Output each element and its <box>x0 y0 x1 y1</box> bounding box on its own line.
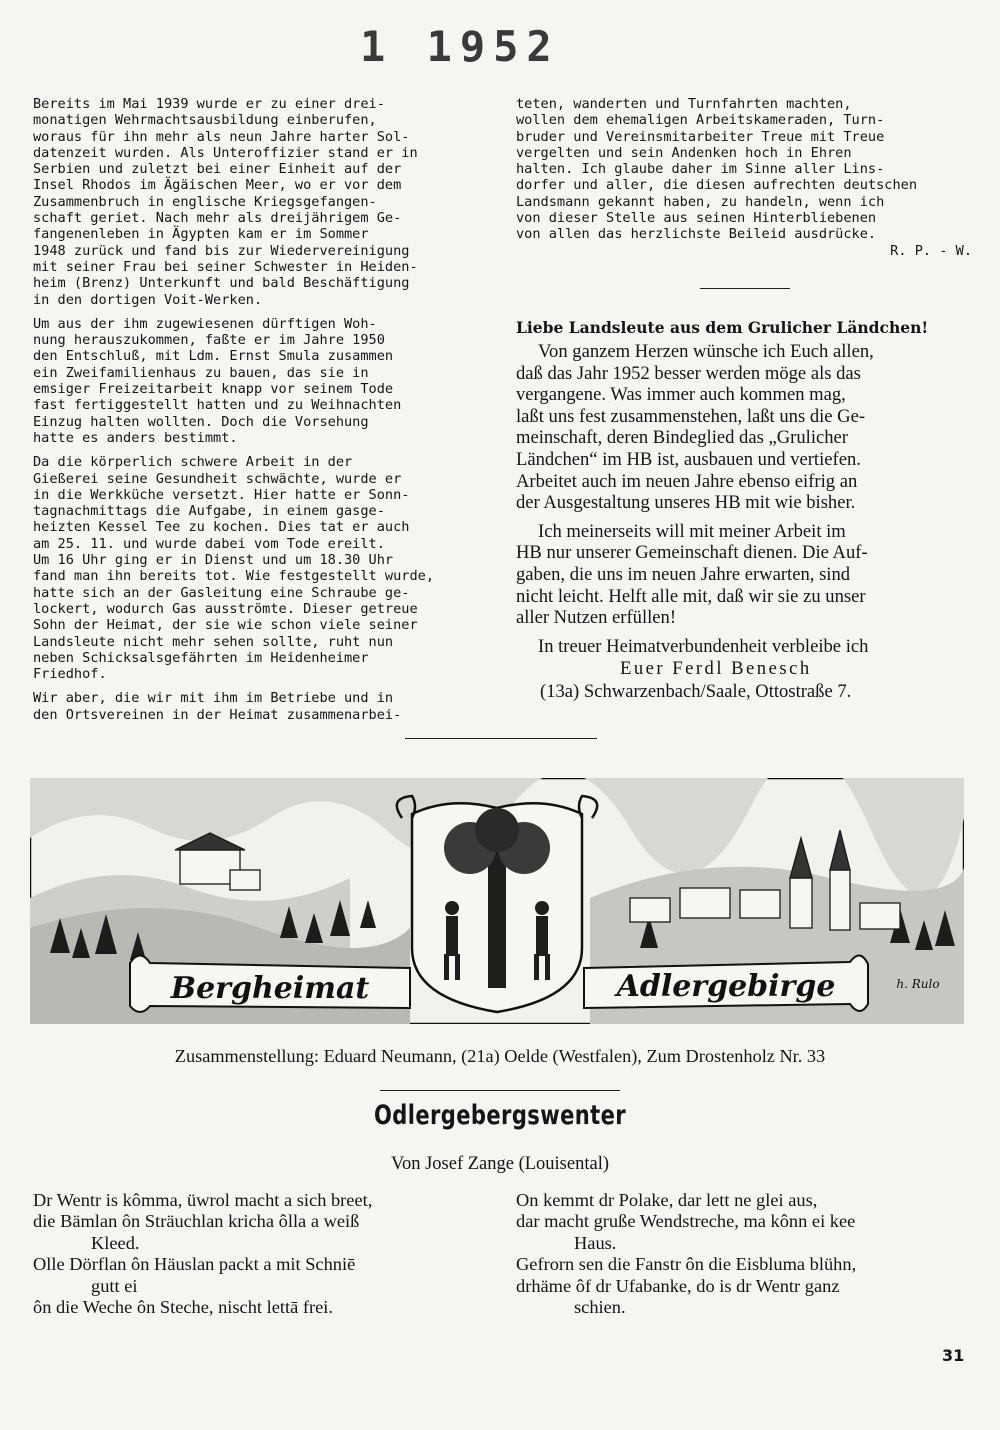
letter-section <box>516 318 976 703</box>
poem-stanza-left <box>33 1190 503 1318</box>
obituary-paragraph: Um aus der ihm zugewiesenen dürftigen Woh- nung herauszukommen, faßte er im Jahre 1950 den Entschluß, mit Ldm. Ernst Smula zusammen ein Zweifamilienhaus zu bauen, das sie in emsiger Freizeitarbeit knapp vor seinem Tode fast fertiggestellt hatten und zu Weihnachten Einzug halten wollten. Doch die Vorsehung hatte es anders bestimmt. <box>33 315 402 446</box>
poem-line: Olle Dörflan ôn Häuslan packt a mit Schniē <box>33 1254 356 1275</box>
poem-line: drhäme ôf dr Ufabanke, do is dr Wentr ganz <box>516 1275 840 1296</box>
poem-line: On kemmt dr Polake, dar lett ne glei aus, <box>516 1190 818 1210</box>
obituary-right-column <box>516 96 972 259</box>
obituary-left-column <box>33 96 488 731</box>
banner-title-right: Adlergebirge <box>616 969 836 1004</box>
banner-title-left: Bergheimat <box>170 971 370 1006</box>
poem-stanza-right <box>516 1190 986 1318</box>
divider-poem-top <box>380 1090 620 1091</box>
poem-line: dar macht gruße Wendstreche, ma kônn ei kee <box>516 1211 856 1232</box>
poem-line: Kleed. <box>91 1232 140 1253</box>
poem-line: schien. <box>574 1297 626 1318</box>
banner-artist-signature: h. Rulo <box>896 977 940 991</box>
poem-line: Gefrorn sen die Fanstr ôn die Eisbluma blühn, <box>516 1254 857 1275</box>
poem-line: Dr Wentr is kômma, üwrol macht a sich breet, <box>33 1190 373 1210</box>
poem-line: ôn die Weche ôn Steche, nischt lettā frei. <box>33 1297 333 1318</box>
poem-line: gutt ei <box>91 1275 138 1296</box>
obituary-paragraph: Bereits im Mai 1939 wurde er zu einer drei- monatigen Wehrmachtsausbildung einberufen, woraus für ihn mehr als neun Jahre harter Sol- datenzeit wurden. Als Unteroffizier stand er in Serbien und zuletzt bei einer Einheit auf der Insel Rhodos im Ägäischen Meer, wo er vor dem Zusammenbruch in englische Kriegsgefangen- schaft geriet. Nach mehr als dreijährigem Ge- fangenenleben in Ägypten kam er im Sommer 1948 zurück und fand bis zur Wiedervereinigung mit seiner Frau bei seiner Schwester in Heiden- heim (Brenz) Unterkunft und bald Beschäftigung in den dortigen Voit-Werken. <box>33 96 418 308</box>
obituary-paragraph: Da die körperlich schwere Arbeit in der Gießerei seine Gesundheit schwächte, wurde er in die Werkküche versetzt. Hier hatte er Sonn- tagnachmittags die Aufgabe, in einem gasge- heizten Kessel Tee zu kochen. Dies tat er auch am 25. 11. und wurde dabei vom Tode ereilt. Um 16 Uhr ging er in Dienst und um 18.30 Uhr fand man ihn bereits tot. Wie festgestellt wurde, hatte sich an der Gasleitung eine Schraube ge- lockert, wodurch Gas ausströmte. Dieser getreue Sohn der Heimat, der sie wie schon viele seiner Landsleute nicht mehr sehen sollte, ruht nun neben Schicksalsgefährten im Heidenheimer Friedhof. <box>33 454 435 683</box>
obituary-continuation: teten, wanderten und Turnfahrten machten, wollen dem ehemaligen Arbeitskameraden, Turn- bruder und Vereinsmitarbeiter Treue mit Treue vergelten und sein Andenken hoch in Ehren halten. Ich glaube daher im Sinne aller Lins- dorfer und aller, die diesen aufrechten deutschen Landsmann gekannt haben, zu handeln, wenn ich von dieser Stelle aus seinen Hinterbliebenen von allen das herzlichste Beileid ausdrücke. <box>516 96 918 243</box>
letter-closing: Euer Ferdl Benesch <box>620 658 812 680</box>
letter-paragraph: Von ganzem Herzen wünsche ich Euch allen, daß das Jahr 1952 besser werden möge als das vergangene. Was immer auch kommen mag, laßt uns fest zusammenstehen, laßt uns die Ge- meinschaft, deren Bindeglied das „Grulicher Ländchen“ im HB ist, ausbauen und vertiefen. Arbeitet auch im neuen Jahre ebenso eifrig an der Ausgestaltung unseres HB mit wie bisher. <box>516 341 874 514</box>
divider-banner-top <box>405 738 597 739</box>
divider-short <box>700 288 790 289</box>
letter-paragraph: In treuer Heimatverbundenheit verbleibe ich <box>538 635 869 657</box>
poem-line: die Bämlan ôn Sträuchlan kricha ôlla a weiß <box>33 1211 360 1232</box>
page-number: 31 <box>942 1346 965 1365</box>
poem-author: Von Josef Zange (Louisental) <box>390 1154 609 1174</box>
letter-paragraph: Ich meinerseits will mit meiner Arbeit im HB nur unserer Gemeinschaft dienen. Die Auf- gaben, die uns im neuen Jahre erwarten, sind nicht leicht. Helft alle mit, daß wir sie zu unser aller Nutzen erfüllen! <box>516 520 868 629</box>
letter-title: Liebe Landsleute aus dem Grulicher Ländchen! <box>516 318 929 337</box>
letter-address: (13a) Schwarzenbach/Saale, Ottostraße 7. <box>540 681 852 703</box>
obituary-signature: R. P. - W. <box>890 242 972 259</box>
poem-line: Haus. <box>574 1232 617 1253</box>
compilation-credit: Zusammenstellung: Eduard Neumann, (21a) Oelde (Westfalen), Zum Drostenholz Nr. 33 <box>174 1046 826 1066</box>
bergheimat-adlergebirge-banner <box>30 778 964 1024</box>
issue-stamp: 1 1952 <box>360 22 560 71</box>
poem-title: Odlergebergswenter <box>373 1100 627 1131</box>
obituary-paragraph: Wir aber, die wir mit ihm im Betriebe und in den Ortsvereinen in der Heimat zusammenarbei- <box>33 690 402 723</box>
